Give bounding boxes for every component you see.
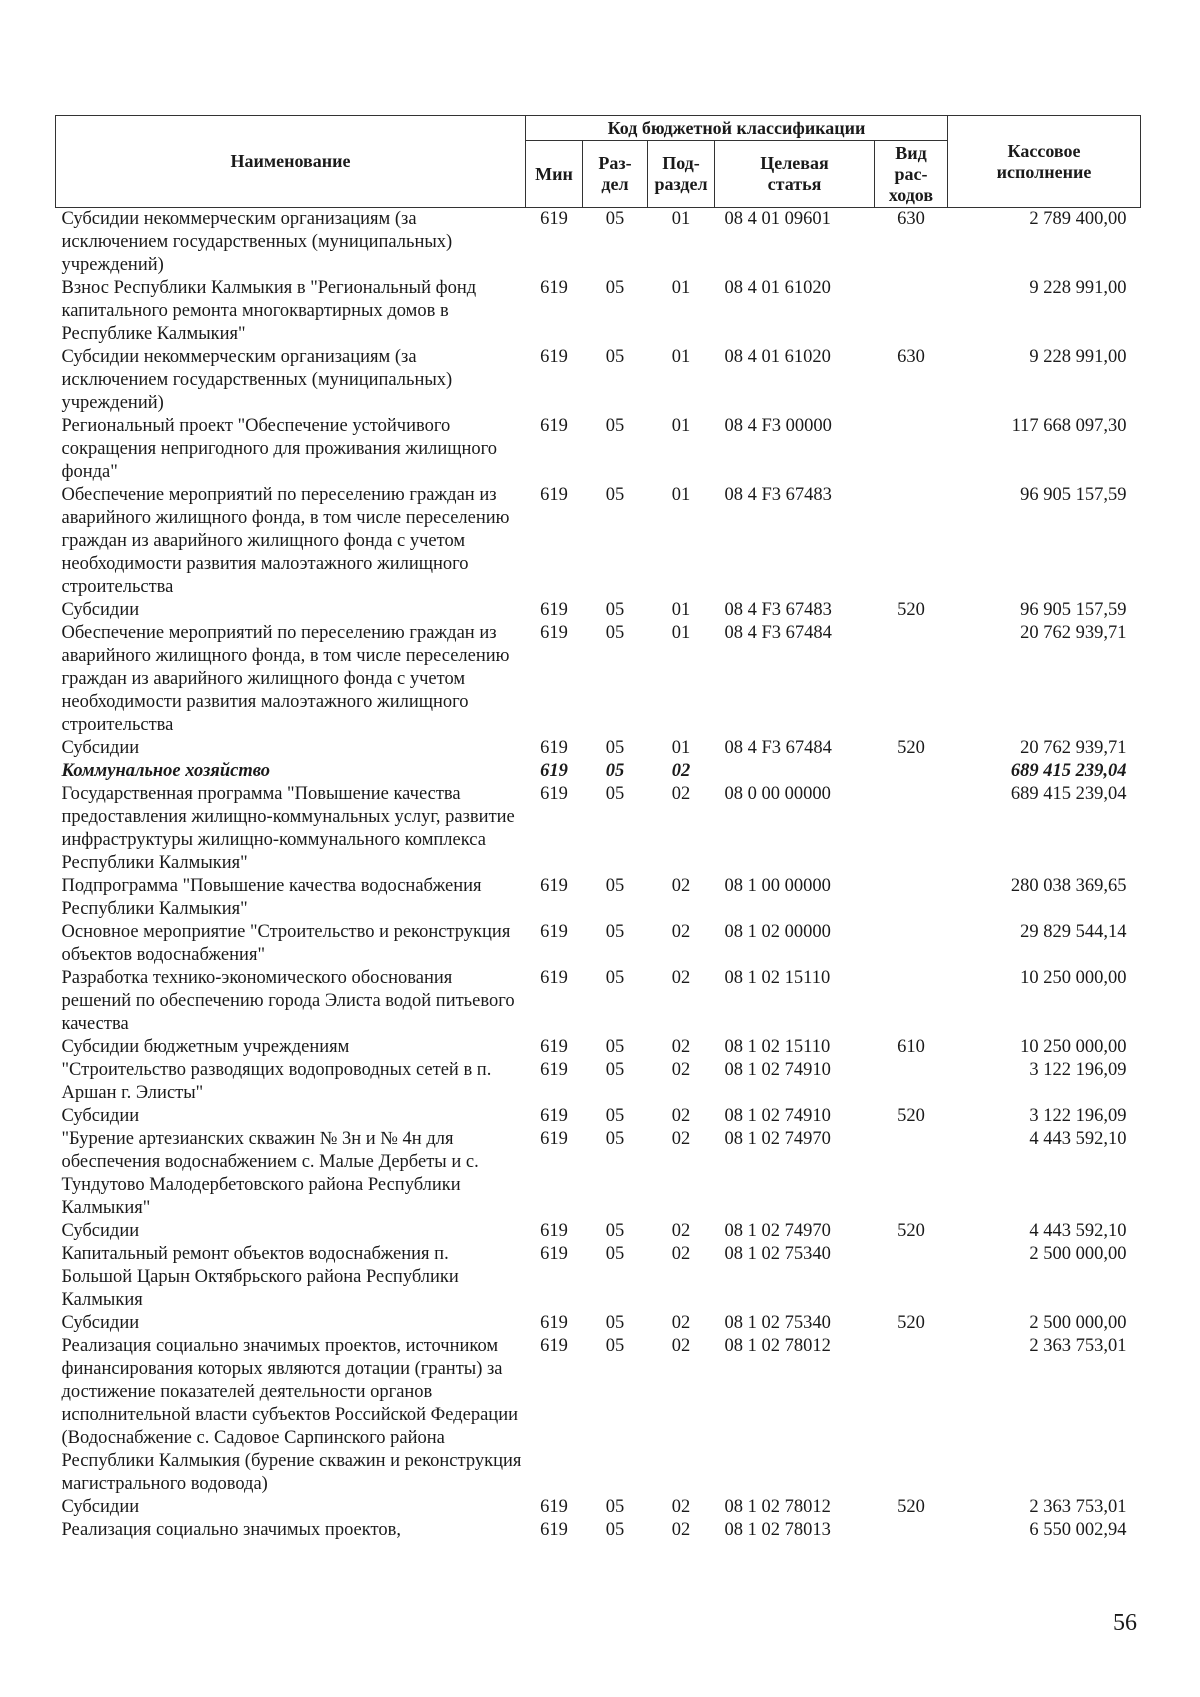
table-row bbox=[56, 967, 1141, 1036]
row-vid-raskhodov bbox=[875, 1519, 948, 1542]
row-celevaya-statya: 08 4 F3 67483 bbox=[724, 485, 832, 505]
row-razdel: 05 bbox=[605, 347, 625, 367]
row-razdel: 05 bbox=[605, 1244, 625, 1264]
row-name: Обеспечение мероприятий по переселению граждан из аварийного жилищного фонда, в том числе переселению граждан из аварийного жилищного фонда с учетом необходимости развития малоэтажного жилищного строительства bbox=[61, 623, 510, 735]
table-row bbox=[56, 346, 1141, 415]
row-min: 619 bbox=[540, 1129, 568, 1149]
row-vid-raskhodov: 520 bbox=[897, 1313, 925, 1333]
row-name: Государственная программа "Повышение качества предоставления жилищно-коммунальных услуг, развитие инфраструктуры жилищно-коммунального комплекса Республики Калмыкия" bbox=[61, 784, 515, 873]
table-row bbox=[56, 622, 1141, 737]
table-row bbox=[56, 1243, 1141, 1312]
row-razdel: 05 bbox=[605, 876, 625, 896]
row-name: Основное мероприятие "Строительство и реконструкция объектов водоснабжения" bbox=[61, 922, 511, 965]
row-razdel: 05 bbox=[605, 1060, 625, 1080]
header-code-group: Код бюджетной классификации bbox=[526, 116, 948, 141]
row-kassovoe-ispolnenie: 2 500 000,00 bbox=[1029, 1244, 1127, 1264]
row-podrazdel: 02 bbox=[671, 1106, 691, 1126]
row-celevaya-statya: 08 4 F3 67484 bbox=[724, 623, 832, 643]
row-kassovoe-ispolnenie: 4 443 592,10 bbox=[1029, 1129, 1127, 1149]
page-number: 56 bbox=[1113, 1610, 1137, 1636]
row-min: 619 bbox=[540, 209, 568, 229]
row-kassovoe-ispolnenie: 2 363 753,01 bbox=[1029, 1497, 1127, 1517]
row-podrazdel: 02 bbox=[671, 1244, 691, 1264]
row-name: Субсидии bbox=[61, 1106, 140, 1126]
row-podrazdel: 01 bbox=[671, 600, 691, 620]
row-podrazdel: 02 bbox=[671, 1313, 691, 1333]
row-min: 619 bbox=[540, 1313, 568, 1333]
row-name: "Бурение артезианских скважин № 3н и № 4н для обеспечения водоснабжением с. Малые Дербеты и с. Тундутово Малодербетовского района Республики Калмыкия" bbox=[61, 1129, 479, 1218]
row-vid-raskhodov bbox=[875, 921, 948, 967]
row-min: 619 bbox=[540, 1336, 568, 1356]
row-kassovoe-ispolnenie: 29 829 544,14 bbox=[1020, 922, 1127, 942]
row-podrazdel: 02 bbox=[671, 1221, 691, 1241]
row-razdel: 05 bbox=[605, 968, 625, 988]
row-min: 619 bbox=[540, 968, 568, 988]
row-kassovoe-ispolnenie: 3 122 196,09 bbox=[1029, 1106, 1127, 1126]
header-razdel-text: Раз- дел bbox=[598, 153, 632, 194]
row-celevaya-statya: 08 1 02 78012 bbox=[724, 1336, 831, 1356]
row-kassovoe-ispolnenie: 10 250 000,00 bbox=[1020, 968, 1127, 988]
row-vid-raskhodov: 610 bbox=[897, 1037, 925, 1057]
row-kassovoe-ispolnenie: 20 762 939,71 bbox=[1020, 623, 1127, 643]
row-min: 619 bbox=[540, 485, 568, 505]
row-vid-raskhodov: 520 bbox=[897, 1106, 925, 1126]
row-podrazdel: 02 bbox=[671, 876, 691, 896]
row-kassovoe-ispolnenie: 10 250 000,00 bbox=[1020, 1037, 1127, 1057]
row-celevaya-statya: 08 4 F3 67483 bbox=[724, 600, 832, 620]
table-row bbox=[56, 277, 1141, 346]
row-kassovoe-ispolnenie: 3 122 196,09 bbox=[1029, 1060, 1127, 1080]
row-min: 619 bbox=[540, 784, 568, 804]
table-row bbox=[56, 1059, 1141, 1105]
row-celevaya-statya: 08 1 02 00000 bbox=[724, 922, 831, 942]
row-kassovoe-ispolnenie: 96 905 157,59 bbox=[1020, 485, 1127, 505]
row-razdel: 05 bbox=[605, 922, 625, 942]
table-row bbox=[56, 1519, 1141, 1542]
row-vid-raskhodov: 630 bbox=[897, 347, 925, 367]
row-vid-raskhodov bbox=[875, 875, 948, 921]
row-podrazdel: 01 bbox=[671, 347, 691, 367]
row-vid-raskhodov bbox=[875, 1059, 948, 1105]
row-razdel: 05 bbox=[605, 485, 625, 505]
row-kassovoe-ispolnenie: 4 443 592,10 bbox=[1029, 1221, 1127, 1241]
row-name: Субсидии бюджетным учреждениям bbox=[61, 1037, 350, 1057]
row-razdel: 05 bbox=[605, 1221, 625, 1241]
row-min: 619 bbox=[540, 1244, 568, 1264]
row-celevaya-statya: 08 1 02 75340 bbox=[724, 1244, 831, 1264]
table-row bbox=[56, 760, 1141, 783]
header-podrazdel bbox=[648, 141, 715, 208]
row-podrazdel: 01 bbox=[671, 485, 691, 505]
row-podrazdel: 01 bbox=[671, 416, 691, 436]
row-razdel: 05 bbox=[605, 416, 625, 436]
table-row bbox=[56, 484, 1141, 599]
row-vid-raskhodov bbox=[875, 1243, 948, 1312]
row-name: Субсидии bbox=[61, 1221, 140, 1241]
table-row bbox=[56, 1128, 1141, 1220]
row-kassovoe-ispolnenie: 689 415 239,04 bbox=[1010, 761, 1127, 781]
row-celevaya-statya: 08 1 02 74970 bbox=[724, 1129, 831, 1149]
header-kassa bbox=[948, 116, 1141, 208]
row-razdel: 05 bbox=[605, 1520, 625, 1540]
row-celevaya-statya: 08 1 02 75340 bbox=[724, 1313, 831, 1333]
row-min: 619 bbox=[540, 922, 568, 942]
row-razdel: 05 bbox=[605, 600, 625, 620]
row-celevaya-statya: 08 1 02 74970 bbox=[724, 1221, 831, 1241]
row-vid-raskhodov bbox=[875, 484, 948, 599]
row-name: Капитальный ремонт объектов водоснабжения п. Большой Царын Октябрьского района Республики Калмыкия bbox=[61, 1244, 459, 1310]
row-podrazdel: 01 bbox=[671, 623, 691, 643]
row-name: Субсидии некоммерческим организациям (за исключением государственных (муниципальных) учреждений) bbox=[61, 209, 453, 275]
table-row bbox=[56, 1335, 1141, 1496]
row-razdel: 05 bbox=[605, 278, 625, 298]
table-row bbox=[56, 737, 1141, 760]
row-name: Обеспечение мероприятий по переселению граждан из аварийного жилищного фонда, в том числе переселению граждан из аварийного жилищного фонда с учетом необходимости развития малоэтажного жилищного строительства bbox=[61, 485, 510, 597]
row-razdel: 05 bbox=[605, 1037, 625, 1057]
row-podrazdel: 02 bbox=[671, 1520, 691, 1540]
row-celevaya-statya: 08 1 02 74910 bbox=[724, 1060, 831, 1080]
row-celevaya-statya: 08 4 01 61020 bbox=[724, 347, 831, 367]
row-name: Реализация социально значимых проектов, источником финансирования которых являются дотации (гранты) за достижение показателей деятельности органов исполнительной власти субъектов Российской Федерации (Водоснабжение с. Садовое Сарпинского района Республики Калмыкия (бурение скважин и реконструкция магистрального водовода) bbox=[61, 1336, 522, 1494]
row-kassovoe-ispolnenie: 2 500 000,00 bbox=[1029, 1313, 1127, 1333]
table-row bbox=[56, 1036, 1141, 1059]
row-vid-raskhodov bbox=[875, 277, 948, 346]
table-header bbox=[56, 116, 1141, 208]
row-podrazdel: 02 bbox=[671, 922, 691, 942]
table-row bbox=[56, 875, 1141, 921]
row-min: 619 bbox=[540, 278, 568, 298]
row-min: 619 bbox=[540, 600, 568, 620]
row-celevaya-statya: 08 4 01 61020 bbox=[724, 278, 831, 298]
row-min: 619 bbox=[540, 1106, 568, 1126]
row-min: 619 bbox=[540, 623, 568, 643]
row-celevaya-statya: 08 1 02 78013 bbox=[724, 1520, 831, 1540]
row-kassovoe-ispolnenie: 9 228 991,00 bbox=[1029, 278, 1127, 298]
row-name: Субсидии bbox=[61, 738, 140, 758]
header-name: Наименование bbox=[56, 116, 526, 208]
row-kassovoe-ispolnenie: 117 668 097,30 bbox=[1011, 416, 1127, 436]
row-podrazdel: 02 bbox=[671, 1037, 691, 1057]
row-vid-raskhodov: 520 bbox=[897, 1497, 925, 1517]
row-vid-raskhodov bbox=[875, 415, 948, 484]
row-celevaya-statya: 08 4 F3 00000 bbox=[724, 416, 832, 436]
table-row bbox=[56, 921, 1141, 967]
table-row bbox=[56, 599, 1141, 622]
row-min: 619 bbox=[540, 1221, 568, 1241]
table-row bbox=[56, 1105, 1141, 1128]
budget-table bbox=[55, 115, 1141, 1542]
row-kassovoe-ispolnenie: 20 762 939,71 bbox=[1020, 738, 1127, 758]
row-razdel: 05 bbox=[605, 784, 625, 804]
row-name: Субсидии bbox=[61, 600, 140, 620]
header-vid bbox=[875, 141, 948, 208]
row-min: 619 bbox=[540, 1060, 568, 1080]
row-razdel: 05 bbox=[605, 1129, 625, 1149]
row-name: Разработка технико-экономического обоснования решений по обеспечению города Элиста водой питьевого качества bbox=[61, 968, 515, 1034]
row-celevaya-statya: 08 1 02 15110 bbox=[724, 968, 831, 988]
table-body bbox=[56, 208, 1141, 1543]
row-kassovoe-ispolnenie: 96 905 157,59 bbox=[1020, 600, 1127, 620]
row-name: Подпрограмма "Повышение качества водоснабжения Республики Калмыкия" bbox=[61, 876, 482, 919]
row-razdel: 05 bbox=[605, 209, 625, 229]
header-min: Мин bbox=[526, 141, 583, 208]
row-vid-raskhodov bbox=[875, 967, 948, 1036]
table-row bbox=[56, 1220, 1141, 1243]
row-name: Субсидии некоммерческим организациям (за исключением государственных (муниципальных) учреждений) bbox=[61, 347, 453, 413]
row-kassovoe-ispolnenie: 2 789 400,00 bbox=[1029, 209, 1127, 229]
row-podrazdel: 01 bbox=[671, 209, 691, 229]
row-razdel: 05 bbox=[605, 1336, 625, 1356]
row-razdel: 05 bbox=[605, 1106, 625, 1126]
row-podrazdel: 02 bbox=[671, 1497, 691, 1517]
row-celevaya-statya bbox=[715, 760, 875, 783]
row-vid-raskhodov: 520 bbox=[897, 738, 925, 758]
header-vid-text: Вид рас- ходов bbox=[888, 142, 934, 205]
table-row bbox=[56, 1312, 1141, 1335]
row-podrazdel: 01 bbox=[671, 738, 691, 758]
row-razdel: 05 bbox=[605, 1313, 625, 1333]
row-celevaya-statya: 08 4 01 09601 bbox=[724, 209, 831, 229]
row-kassovoe-ispolnenie: 2 363 753,01 bbox=[1029, 1336, 1127, 1356]
header-celevaya bbox=[715, 141, 875, 208]
row-celevaya-statya: 08 4 F3 67484 bbox=[724, 738, 832, 758]
header-podrazdel-text: Под- раздел bbox=[654, 153, 708, 194]
header-razdel bbox=[583, 141, 648, 208]
row-kassovoe-ispolnenie: 9 228 991,00 bbox=[1029, 347, 1127, 367]
row-kassovoe-ispolnenie: 280 038 369,65 bbox=[1010, 876, 1127, 896]
row-name: Реализация социально значимых проектов, bbox=[61, 1520, 401, 1540]
row-name: Региональный проект "Обеспечение устойчивого сокращения непригодного для проживания жилищного фонда" bbox=[61, 416, 497, 482]
row-vid-raskhodov bbox=[875, 783, 948, 875]
table-row bbox=[56, 1496, 1141, 1519]
row-razdel: 05 bbox=[605, 738, 625, 758]
header-celevaya-text: Целевая статья bbox=[760, 153, 829, 194]
row-name: Субсидии bbox=[61, 1313, 140, 1333]
row-razdel: 05 bbox=[605, 623, 625, 643]
row-vid-raskhodov bbox=[875, 1335, 948, 1496]
row-podrazdel: 02 bbox=[671, 784, 691, 804]
row-vid-raskhodov bbox=[875, 622, 948, 737]
row-vid-raskhodov: 520 bbox=[897, 600, 925, 620]
table-row bbox=[56, 208, 1141, 278]
table-row bbox=[56, 415, 1141, 484]
row-name: Коммунальное хозяйство bbox=[61, 761, 270, 781]
row-podrazdel: 02 bbox=[671, 761, 691, 781]
header-kassa-text: Кассовое исполнение bbox=[996, 140, 1092, 182]
row-vid-raskhodov bbox=[875, 760, 948, 783]
row-podrazdel: 02 bbox=[671, 968, 691, 988]
row-min: 619 bbox=[540, 876, 568, 896]
row-min: 619 bbox=[540, 1520, 568, 1540]
row-celevaya-statya: 08 1 02 78012 bbox=[724, 1497, 831, 1517]
table-row bbox=[56, 783, 1141, 875]
row-celevaya-statya: 08 1 02 15110 bbox=[724, 1037, 831, 1057]
row-razdel: 05 bbox=[605, 1497, 625, 1517]
row-kassovoe-ispolnenie: 689 415 239,04 bbox=[1010, 784, 1127, 804]
row-min: 619 bbox=[540, 761, 568, 781]
row-name: "Строительство разводящих водопроводных сетей в п. Аршан г. Элисты" bbox=[61, 1060, 492, 1103]
row-celevaya-statya: 08 0 00 00000 bbox=[724, 784, 831, 804]
row-razdel: 05 bbox=[605, 761, 625, 781]
row-podrazdel: 02 bbox=[671, 1060, 691, 1080]
row-celevaya-statya: 08 1 02 74910 bbox=[724, 1106, 831, 1126]
row-name: Взнос Республики Калмыкия в "Региональный фонд капитального ремонта многоквартирных домов в Республике Калмыкия" bbox=[61, 278, 477, 344]
row-vid-raskhodov bbox=[875, 1128, 948, 1220]
row-name: Субсидии bbox=[61, 1497, 140, 1517]
row-celevaya-statya: 08 1 00 00000 bbox=[724, 876, 831, 896]
row-podrazdel: 01 bbox=[671, 278, 691, 298]
row-podrazdel: 02 bbox=[671, 1336, 691, 1356]
row-min: 619 bbox=[540, 1037, 568, 1057]
row-vid-raskhodov: 630 bbox=[897, 209, 925, 229]
row-min: 619 bbox=[540, 1497, 568, 1517]
row-podrazdel: 02 bbox=[671, 1129, 691, 1149]
row-kassovoe-ispolnenie: 6 550 002,94 bbox=[1029, 1520, 1127, 1540]
row-vid-raskhodov: 520 bbox=[897, 1221, 925, 1241]
row-min: 619 bbox=[540, 738, 568, 758]
row-min: 619 bbox=[540, 416, 568, 436]
row-min: 619 bbox=[540, 347, 568, 367]
